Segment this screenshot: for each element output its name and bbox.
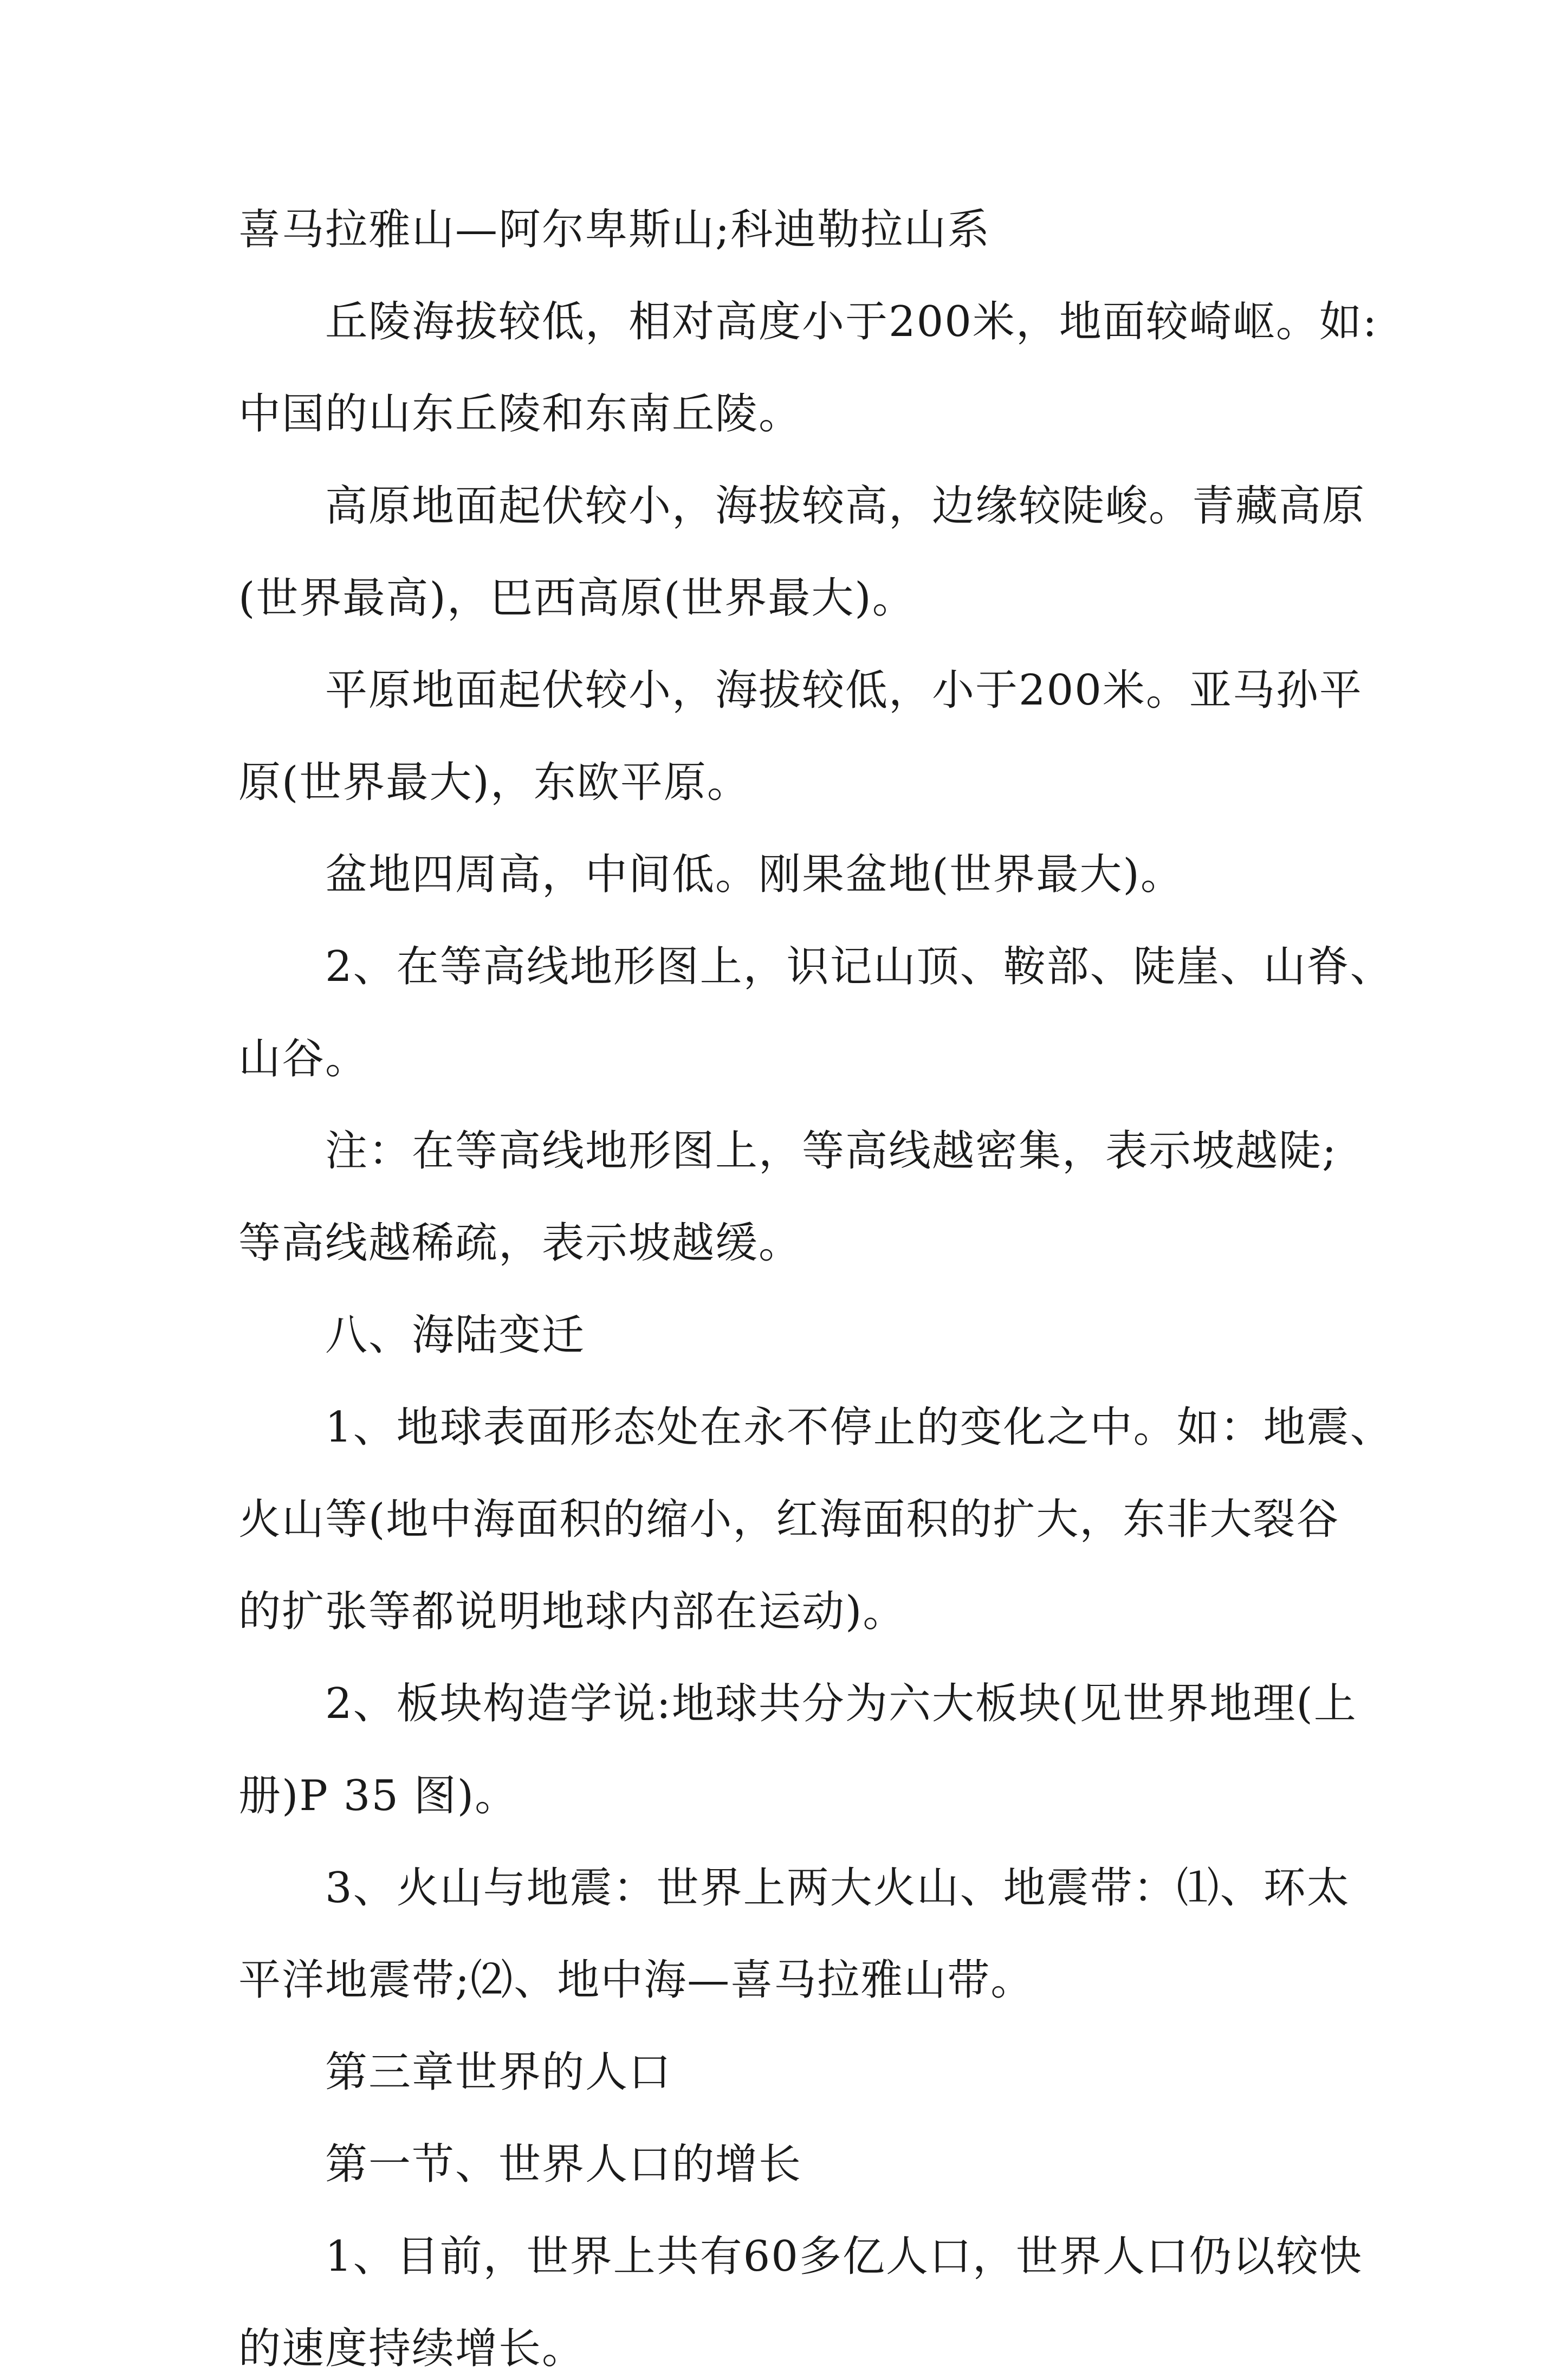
text-line: 火山等(地中海面积的缩小，红海面积的扩大，东非大裂谷 bbox=[238, 1495, 1340, 1544]
text-line: 等高线越稀疏，表示坡越缓。 bbox=[238, 1219, 802, 1268]
text-line: 山谷。 bbox=[238, 1035, 369, 1083]
text-line: 中国的山东丘陵和东南丘陵。 bbox=[238, 390, 802, 438]
text-line: 喜马拉雅山—阿尔卑斯山;科迪勒拉山系 bbox=[238, 205, 991, 254]
text-line: 2、板块构造学说:地球共分为六大板块(见世界地理(上 bbox=[325, 1679, 1357, 1728]
chapter-heading: 第三章世界的人口 bbox=[325, 2048, 672, 2097]
text-line: 1、地球表面形态处在永不停止的变化之中。如：地震、 bbox=[325, 1403, 1394, 1452]
text-line: 注：在等高线地形图上，等高线越密集，表示坡越陡; bbox=[325, 1127, 1338, 1175]
section-heading: 八、海陆变迁 bbox=[325, 1311, 586, 1360]
text-line: 的扩张等都说明地球内部在运动)。 bbox=[238, 1587, 906, 1636]
text-line: 原(世界最大)，东欧平原。 bbox=[238, 758, 750, 807]
text-line: 丘陵海拔较低，相对高度小于200米，地面较崎岖。如: bbox=[325, 298, 1378, 346]
text-line: 高原地面起伏较小，海拔较高，边缘较陡峻。青藏高原 bbox=[325, 482, 1366, 531]
text-line: 1、目前，世界上共有60多亿人口，世界人口仍以较快 bbox=[325, 2232, 1363, 2281]
text-line: 平洋地震带;⑵、地中海—喜马拉雅山带。 bbox=[238, 1956, 1034, 2005]
text-line: 3、火山与地震：世界上两大火山、地震带：⑴、环太 bbox=[325, 1864, 1350, 1912]
text-line: 2、在等高线地形图上，识记山顶、鞍部、陡崖、山脊、 bbox=[325, 942, 1394, 991]
text-line: 平原地面起伏较小，海拔较低，小于200米。亚马孙平 bbox=[325, 666, 1363, 715]
text-line: 册)P 35 图)。 bbox=[238, 1772, 519, 1820]
text-line: (世界最高)，巴西高原(世界最大)。 bbox=[238, 574, 916, 623]
document-body bbox=[238, 201, 1394, 2378]
text-line: 盆地四周高，中间低。刚果盆地(世界最大)。 bbox=[325, 850, 1184, 899]
section-heading: 第一节、世界人口的增长 bbox=[325, 2140, 802, 2189]
text-line: 的速度持续增长。 bbox=[238, 2324, 586, 2373]
